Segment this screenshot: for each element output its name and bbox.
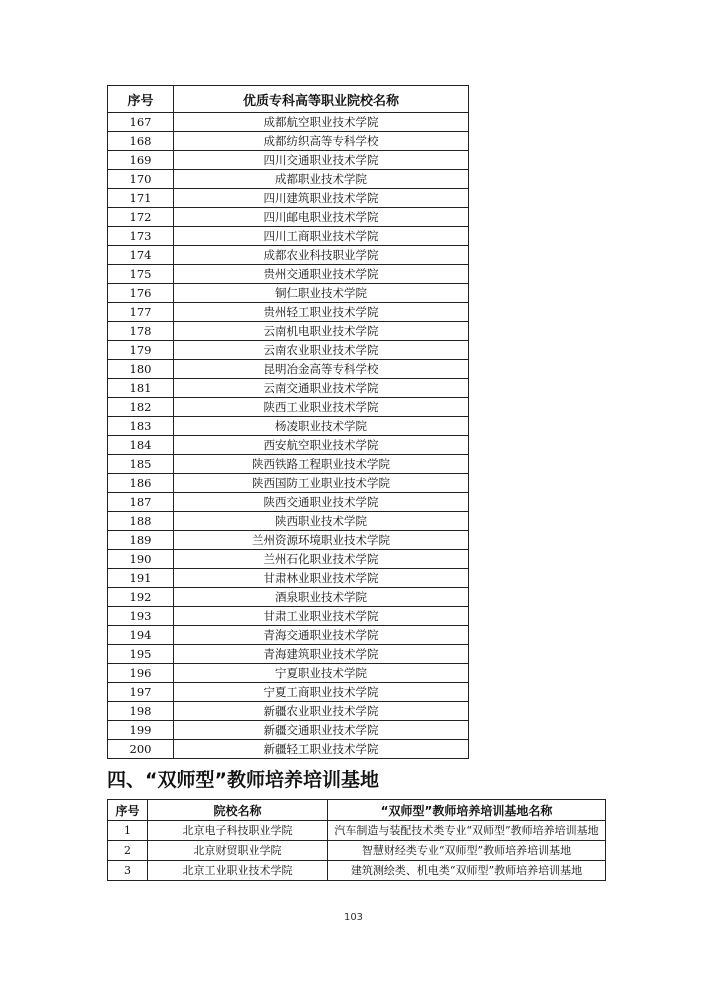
college-name: 新疆轻工职业技术学院 <box>174 740 469 759</box>
table-header-row <box>108 86 469 113</box>
table-row <box>108 607 469 626</box>
table-row <box>108 436 469 455</box>
row-number: 167 <box>108 113 174 132</box>
college-name: 四川交通职业技术学院 <box>174 151 469 170</box>
table-row <box>108 550 469 569</box>
college-name: 云南农业职业技术学院 <box>174 341 469 360</box>
college-name: 兰州石化职业技术学院 <box>174 550 469 569</box>
row-number: 187 <box>108 493 174 512</box>
college-name: 宁夏工商职业技术学院 <box>174 683 469 702</box>
row-number: 198 <box>108 702 174 721</box>
row-number: 186 <box>108 474 174 493</box>
college-name: 陕西职业技术学院 <box>174 512 469 531</box>
row-number: 177 <box>108 303 174 322</box>
table-row <box>108 341 469 360</box>
row-number: 172 <box>108 208 174 227</box>
row-number: 188 <box>108 512 174 531</box>
table-row <box>108 645 469 664</box>
college-name: 四川建筑职业技术学院 <box>174 189 469 208</box>
college-name: 陕西国防工业职业技术学院 <box>174 474 469 493</box>
college-name: 青海建筑职业技术学院 <box>174 645 469 664</box>
row-number: 179 <box>108 341 174 360</box>
row-number: 197 <box>108 683 174 702</box>
table-row <box>108 417 469 436</box>
table-row <box>108 821 606 841</box>
school-name: 北京财贸职业学院 <box>148 841 328 861</box>
table-row <box>108 227 469 246</box>
base-name: 汽车制造与装配技术类专业“双师型”教师培养培训基地 <box>328 821 606 841</box>
section-title: 四、“双师型”教师培养培训基地 <box>107 769 379 791</box>
table-row <box>108 493 469 512</box>
table-row <box>108 246 469 265</box>
table-row <box>108 512 469 531</box>
table-row <box>108 841 606 861</box>
table-row <box>108 740 469 759</box>
college-name: 成都航空职业技术学院 <box>174 113 469 132</box>
table-row <box>108 284 469 303</box>
row-number: 169 <box>108 151 174 170</box>
row-number: 183 <box>108 417 174 436</box>
row-number: 176 <box>108 284 174 303</box>
table-row <box>108 398 469 417</box>
college-name: 云南交通职业技术学院 <box>174 379 469 398</box>
college-name: 酒泉职业技术学院 <box>174 588 469 607</box>
school-name: 北京电子科技职业学院 <box>148 821 328 841</box>
row-number: 174 <box>108 246 174 265</box>
row-number: 168 <box>108 132 174 151</box>
college-name: 新疆交通职业技术学院 <box>174 721 469 740</box>
row-number: 1 <box>108 821 148 841</box>
table-row <box>108 531 469 550</box>
page-number: 103 <box>343 912 364 923</box>
column-header-school-name: 院校名称 <box>148 800 328 821</box>
college-name: 兰州资源环境职业技术学院 <box>174 531 469 550</box>
college-table-body <box>108 113 469 759</box>
table-header-row <box>108 800 606 821</box>
row-number: 193 <box>108 607 174 626</box>
table-row <box>108 113 469 132</box>
row-number: 185 <box>108 455 174 474</box>
table-row <box>108 379 469 398</box>
table-row <box>108 588 469 607</box>
table-row <box>108 455 469 474</box>
college-name: 宁夏职业技术学院 <box>174 664 469 683</box>
row-number: 195 <box>108 645 174 664</box>
row-number: 181 <box>108 379 174 398</box>
row-number: 199 <box>108 721 174 740</box>
table-row <box>108 132 469 151</box>
row-number: 182 <box>108 398 174 417</box>
base-name: 建筑测绘类、机电类“双师型”教师培养培训基地 <box>328 861 606 881</box>
college-name: 西安航空职业技术学院 <box>174 436 469 455</box>
college-name: 陕西工业职业技术学院 <box>174 398 469 417</box>
college-name: 贵州交通职业技术学院 <box>174 265 469 284</box>
college-name: 新疆农业职业技术学院 <box>174 702 469 721</box>
table-row <box>108 626 469 645</box>
college-name: 成都农业科技职业学院 <box>174 246 469 265</box>
table-row <box>108 721 469 740</box>
table-row <box>108 861 606 881</box>
school-name: 北京工业职业技术学院 <box>148 861 328 881</box>
table-row <box>108 151 469 170</box>
row-number: 173 <box>108 227 174 246</box>
college-name: 青海交通职业技术学院 <box>174 626 469 645</box>
column-header-college-name: 优质专科高等职业院校名称 <box>174 86 469 113</box>
table-row <box>108 265 469 284</box>
row-number: 170 <box>108 170 174 189</box>
table-row <box>108 208 469 227</box>
college-name: 云南机电职业技术学院 <box>174 322 469 341</box>
table-row <box>108 569 469 588</box>
row-number: 196 <box>108 664 174 683</box>
row-number: 191 <box>108 569 174 588</box>
table-row <box>108 189 469 208</box>
column-header-base-name: “双师型”教师培养培训基地名称 <box>328 800 606 821</box>
college-name: 成都纺织高等专科学校 <box>174 132 469 151</box>
row-number: 200 <box>108 740 174 759</box>
training-base-table-body <box>108 821 606 881</box>
table-row <box>108 303 469 322</box>
table-row <box>108 170 469 189</box>
row-number: 192 <box>108 588 174 607</box>
table-row <box>108 664 469 683</box>
table-row <box>108 322 469 341</box>
college-name: 铜仁职业技术学院 <box>174 284 469 303</box>
table-row <box>108 360 469 379</box>
training-base-table <box>107 799 606 881</box>
college-name: 甘肃林业职业技术学院 <box>174 569 469 588</box>
college-name: 成都职业技术学院 <box>174 170 469 189</box>
table-row <box>108 702 469 721</box>
row-number: 189 <box>108 531 174 550</box>
row-number: 178 <box>108 322 174 341</box>
column-header-number: 序号 <box>108 800 148 821</box>
column-header-number: 序号 <box>108 86 174 113</box>
college-name: 贵州轻工职业技术学院 <box>174 303 469 322</box>
college-name: 陕西交通职业技术学院 <box>174 493 469 512</box>
base-name: 智慧财经类专业“双师型”教师培养培训基地 <box>328 841 606 861</box>
college-name: 四川工商职业技术学院 <box>174 227 469 246</box>
row-number: 3 <box>108 861 148 881</box>
row-number: 190 <box>108 550 174 569</box>
college-name: 甘肃工业职业技术学院 <box>174 607 469 626</box>
college-name: 昆明冶金高等专科学校 <box>174 360 469 379</box>
row-number: 180 <box>108 360 174 379</box>
table-row <box>108 683 469 702</box>
row-number: 2 <box>108 841 148 861</box>
college-name: 四川邮电职业技术学院 <box>174 208 469 227</box>
row-number: 175 <box>108 265 174 284</box>
row-number: 194 <box>108 626 174 645</box>
college-name: 杨凌职业技术学院 <box>174 417 469 436</box>
college-table <box>107 85 469 759</box>
table-row <box>108 474 469 493</box>
row-number: 184 <box>108 436 174 455</box>
college-name: 陕西铁路工程职业技术学院 <box>174 455 469 474</box>
row-number: 171 <box>108 189 174 208</box>
